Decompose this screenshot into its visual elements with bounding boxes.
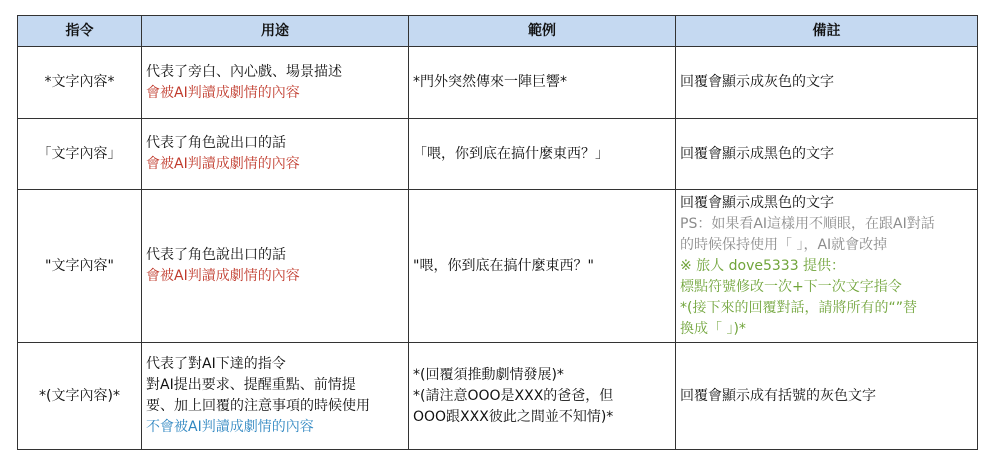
note-credit-line: ※ 旅人 dove5333 提供： <box>680 257 846 274</box>
example-line: 「喂，你到底在搞什麼東西？」 <box>413 145 609 162</box>
note-line: 回覆會顯示成有括號的灰色文字 <box>680 387 876 404</box>
command-cell: 「文字內容」 <box>18 119 142 190</box>
table-row <box>18 119 978 190</box>
usage-warning: 會被AI判讀成劇情的內容 <box>146 84 300 101</box>
example-cell <box>409 47 676 119</box>
example-line: "喂，你到底在搞什麼東西？" <box>413 257 594 274</box>
example-cell <box>409 190 676 343</box>
header-usage: 用途 <box>142 16 409 47</box>
header-example: 範例 <box>409 16 676 47</box>
command-cell: "文字內容" <box>18 190 142 343</box>
usage-line: 代表了角色說出口的話 <box>146 247 286 263</box>
usage-line: 代表了對AI下達的指令 <box>146 356 286 372</box>
usage-cell <box>142 47 409 119</box>
example-line: OOO跟XXX彼此之間並不知情)* <box>413 408 614 425</box>
note-cell <box>676 119 978 190</box>
note-cell <box>676 343 978 450</box>
note-line: 回覆會顯示成灰色的文字 <box>680 74 834 90</box>
note-line: 回覆會顯示成黑色的文字 <box>680 194 834 211</box>
usage-warning: 會被AI判讀成劇情的內容 <box>146 156 300 172</box>
command-table-wrapper <box>17 15 978 450</box>
usage-line: 對AI提出要求、提醒重點、前情提 <box>146 377 356 393</box>
table-row <box>18 190 978 343</box>
example-cell <box>409 119 676 190</box>
command-cell: *(文字內容)* <box>18 343 142 450</box>
usage-line: 代表了旁白、內心戲、場景描述 <box>146 63 342 80</box>
table-row <box>18 343 978 450</box>
usage-warning: 會被AI判讀成劇情的內容 <box>146 268 300 284</box>
table-row <box>18 47 978 119</box>
note-ps-line: 的時候保持使用「 」，AI就會改掉 <box>680 236 888 253</box>
command-table <box>17 15 978 450</box>
example-line: *(請注意OOO是XXX的爸爸，但 <box>413 387 614 404</box>
note-line: 回覆會顯示成黑色的文字 <box>680 145 834 162</box>
usage-cell <box>142 119 409 190</box>
header-row <box>18 16 978 47</box>
usage-line: 代表了角色說出口的話 <box>146 135 286 151</box>
header-note: 備註 <box>676 16 978 47</box>
usage-cell <box>142 190 409 343</box>
example-line: *門外突然傳來一陣巨響* <box>413 74 567 90</box>
example-line: *(回覆須推動劇情發展)* <box>413 366 564 383</box>
example-cell <box>409 343 676 450</box>
note-tip-line: 標點符號修改一次+下一次文字指令 <box>680 278 902 295</box>
command-cell: *文字內容* <box>18 47 142 119</box>
note-cell <box>676 47 978 119</box>
note-ps-line: PS：如果看AI這樣用不順眼，在跟AI對話 <box>680 215 935 232</box>
note-tip-line: 換成「 」)* <box>680 320 746 337</box>
note-tip-line: *(接下來的回覆對話，請將所有的“”替 <box>680 299 917 316</box>
usage-note: 不會被AI判讀成劇情的內容 <box>146 419 314 435</box>
usage-line: 要、加上回覆的注意事項的時候使用 <box>146 398 370 414</box>
usage-cell <box>142 343 409 450</box>
note-cell <box>676 190 978 343</box>
header-command: 指令 <box>18 16 142 47</box>
